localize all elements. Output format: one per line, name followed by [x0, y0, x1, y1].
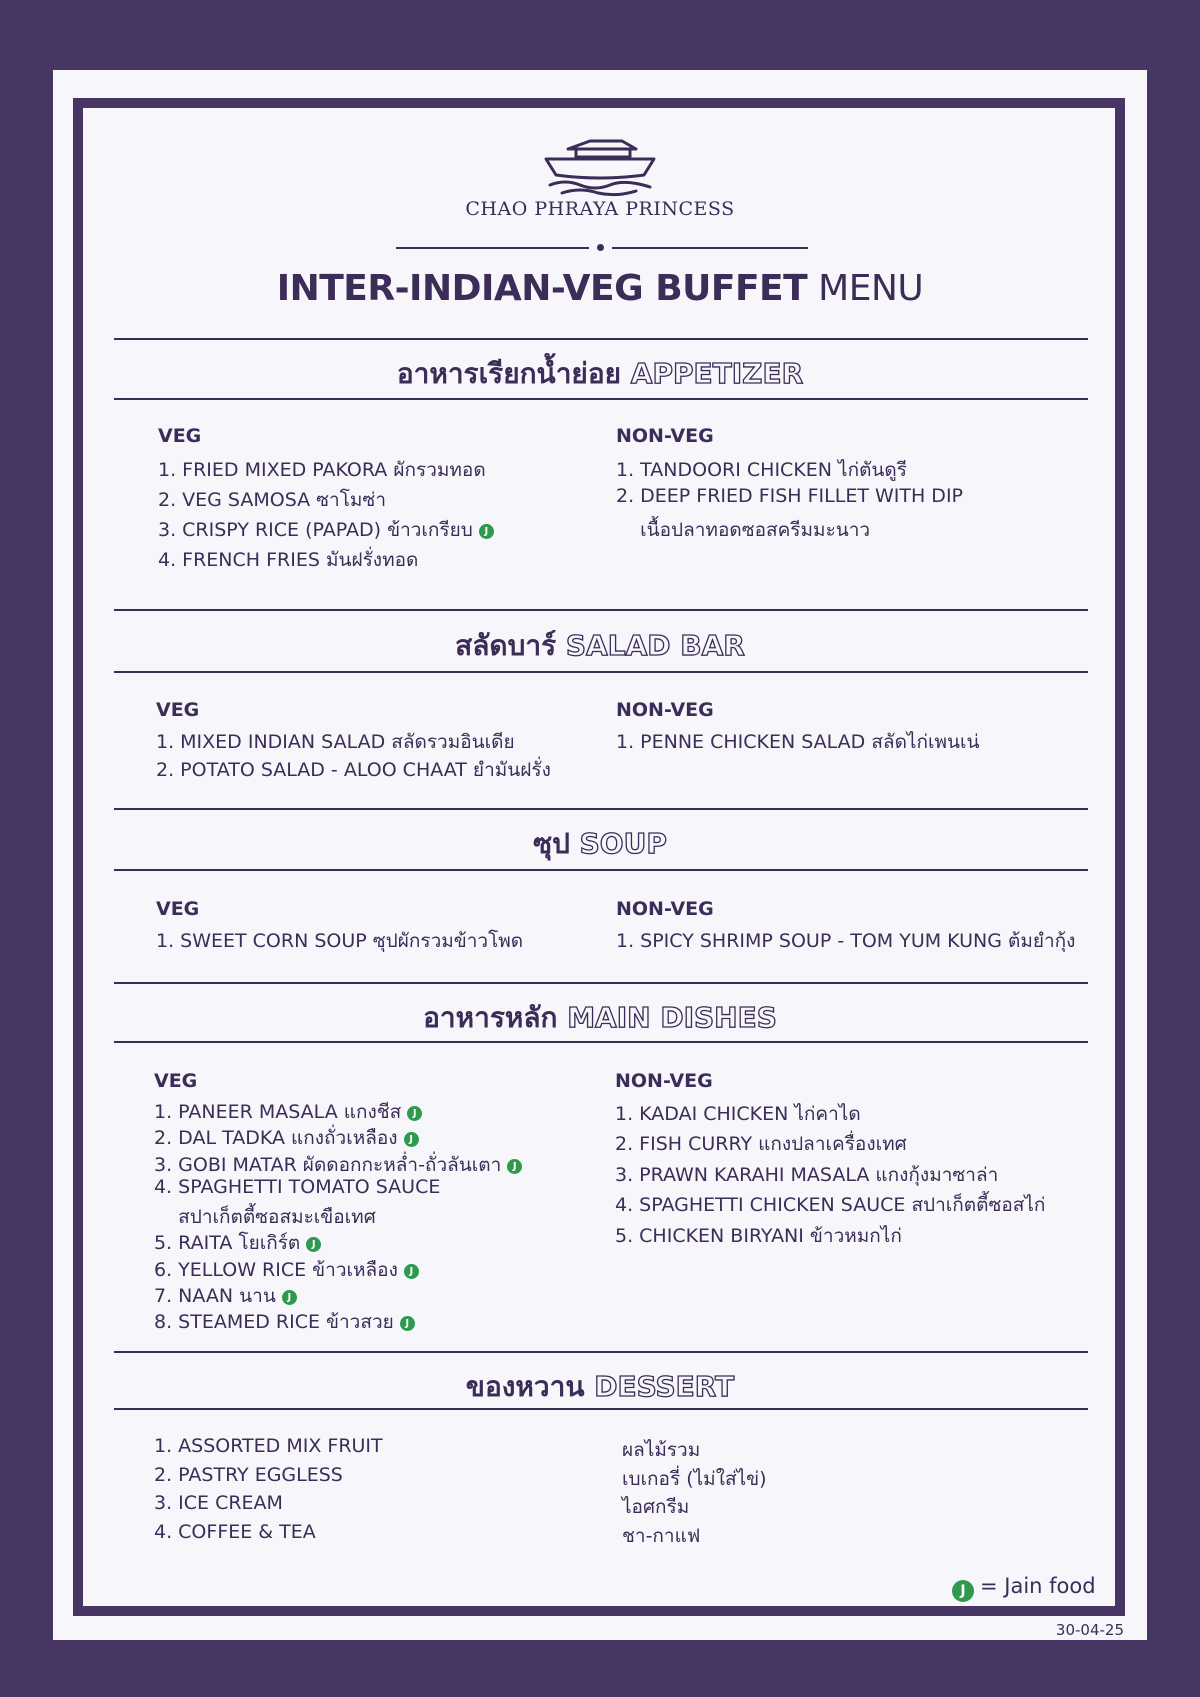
menu-date: 30-04-25	[1055, 1621, 1124, 1639]
divider	[114, 1351, 1088, 1353]
menu-item-text: 2. FISH CURRY แกงปลาเครื่องเทศ	[615, 1133, 907, 1156]
divider	[114, 869, 1088, 871]
menu-item	[154, 1307, 522, 1333]
menu-item-text: 4. COFFEE & TEA	[154, 1520, 316, 1543]
menu-item-text: 4. SPAGHETTI TOMATO SAUCE	[154, 1175, 441, 1198]
menu-item	[154, 1176, 522, 1202]
veg-heading: VEG	[156, 699, 200, 721]
menu-item-text: 1. SPICY SHRIMP SOUP - TOM YUM KUNG ต้มยำกุ้ง	[616, 930, 1076, 952]
divider	[114, 982, 1088, 984]
jain-badge-icon: J	[507, 1159, 522, 1174]
menu-item-text: 3. PRAWN KARAHI MASALA แกงกุ้งมาซาล่า	[615, 1163, 999, 1186]
menu-item-text: 5. CHICKEN BIRYANI ข้าวหมกไก่	[615, 1224, 902, 1247]
dessert-thai-column	[622, 1435, 767, 1549]
divider	[114, 808, 1088, 810]
menu-item-text: 2. POTATO SALAD - ALOO CHAAT ยำมันฝรั่ง	[156, 759, 551, 781]
section-title-appetizer: อาหารเรียกน้ำย่อย APPETIZER	[396, 357, 804, 390]
veg-heading: VEG	[158, 425, 202, 447]
menu-item	[154, 1097, 522, 1123]
menu-item	[154, 1228, 522, 1254]
brand-rule-dot	[597, 244, 604, 251]
menu-item-text: 3. ICE CREAM	[154, 1492, 283, 1514]
menu-item-text: 1. MIXED INDIAN SALAD สลัดรวมอินเดีย	[156, 731, 515, 753]
nonveg-heading: NON-VEG	[616, 425, 714, 447]
menu-item-text: 2. DAL TADKA แกงถั่วเหลือง	[154, 1127, 398, 1150]
appetizer-nonveg-column	[616, 425, 963, 545]
title-bold: INTER-INDIAN-VEG BUFFET	[276, 268, 808, 309]
menu-item	[616, 515, 963, 545]
jain-badge-icon: J	[404, 1264, 419, 1279]
menu-item-text: 1. TANDOORI CHICKEN ไก่ตันดูรี	[616, 459, 907, 481]
section-title-dessert: ของหวาน DESSERT	[465, 1370, 735, 1403]
menu-item	[622, 1492, 767, 1521]
menu-item	[615, 1160, 1045, 1190]
nonveg-heading: NON-VEG	[616, 898, 714, 920]
menu-item-text: 1. KADAI CHICKEN ไก่คาได	[615, 1103, 861, 1125]
menu-item	[154, 1435, 383, 1464]
menu-item-text: 5. RAITA โยเกิร์ต	[154, 1232, 301, 1255]
menu-item	[616, 926, 1075, 954]
menu-item-text: 1. PENNE CHICKEN SALAD สลัดไก่เพนเน่	[616, 731, 980, 753]
menu-item	[615, 1221, 1045, 1251]
main-nonveg-column	[615, 1070, 1045, 1251]
menu-item-text: 3. CRISPY RICE (PAPAD) ข้าวเกรียบ	[158, 519, 473, 541]
menu-item-text: 4. SPAGHETTI CHICKEN SAUCE สปาเก็ตตี้ซอสไก่	[615, 1194, 1046, 1217]
section-title-main: อาหารหลัก MAIN DISHES	[423, 1001, 777, 1034]
divider	[114, 398, 1088, 400]
jain-badge-icon: J	[479, 524, 494, 539]
menu-item	[622, 1521, 767, 1550]
menu-item	[615, 1190, 1045, 1220]
menu-item	[622, 1435, 767, 1464]
nonveg-heading: NON-VEG	[615, 1070, 713, 1092]
menu-item	[154, 1281, 522, 1307]
menu-item	[158, 515, 494, 545]
brand-rule-right	[612, 247, 808, 249]
salad-veg-column	[156, 699, 551, 783]
section-title-soup: ซุป SOUP	[533, 827, 667, 860]
jain-badge-icon: J	[400, 1316, 415, 1331]
menu-item-text: สปาเก็ตตี้ซอสมะเขือเทศ	[154, 1206, 376, 1229]
menu-item-text: ไอศกรีม	[622, 1496, 690, 1518]
menu-item-text: 1. PANEER MASALA แกงชีส	[154, 1101, 402, 1123]
menu-item	[154, 1150, 522, 1176]
jain-badge-icon: J	[952, 1580, 974, 1602]
soup-nonveg-column	[616, 898, 1075, 954]
menu-item-text: 8. STEAMED RICE ข้าวสวย	[154, 1311, 394, 1334]
main-veg-column	[154, 1070, 522, 1334]
jain-badge-icon: J	[407, 1106, 422, 1121]
menu-item-text: เนื้อปลาทอดซอสครีมมะนาว	[616, 519, 871, 541]
jain-badge-icon: J	[404, 1132, 419, 1147]
brand-rule-left	[396, 247, 589, 249]
jain-badge-icon: J	[282, 1290, 297, 1305]
menu-item	[616, 455, 963, 485]
menu-item-text: ชา-กาแฟ	[622, 1524, 701, 1547]
veg-heading: VEG	[156, 898, 200, 920]
menu-item	[158, 455, 494, 485]
menu-item-text: 2. DEEP FRIED FISH FILLET WITH DIP	[616, 485, 964, 507]
menu-item	[154, 1464, 383, 1493]
boat-logo-icon	[540, 135, 660, 197]
divider	[114, 609, 1088, 611]
menu-item-text: 1. FRIED MIXED PAKORA ผักรวมทอด	[158, 459, 486, 481]
menu-item	[615, 1099, 1045, 1129]
title-light: MENU	[818, 268, 924, 309]
menu-item	[154, 1123, 522, 1149]
divider	[114, 671, 1088, 673]
section-title-salad: สลัดบาร์ SALAD BAR	[455, 629, 745, 662]
menu-item	[154, 1521, 383, 1550]
menu-item-text: 4. FRENCH FRIES มันฝรั่งทอด	[158, 549, 419, 571]
menu-item	[615, 1129, 1045, 1159]
menu-item	[616, 485, 963, 515]
menu-item-text: 7. NAAN นาน	[154, 1285, 276, 1308]
menu-item	[158, 485, 494, 515]
legend-text: = Jain food	[980, 1574, 1096, 1598]
menu-item	[156, 727, 551, 755]
menu-item-text: ผลไม้รวม	[622, 1439, 701, 1461]
menu-item	[154, 1202, 522, 1228]
divider	[114, 338, 1088, 340]
salad-nonveg-column	[616, 699, 979, 755]
dessert-english-column	[154, 1435, 383, 1549]
menu-item-text: เบเกอรี่ (ไม่ใส่ไข่)	[622, 1467, 767, 1490]
menu-item	[616, 727, 979, 755]
nonveg-heading: NON-VEG	[616, 699, 714, 721]
jain-badge-icon: J	[306, 1237, 321, 1252]
menu-item-text: 3. GOBI MATAR ผัดดอกกะหล่ำ-ถั่วลันเตา	[154, 1153, 502, 1176]
menu-item-text: 6. YELLOW RICE ข้าวเหลือง	[154, 1258, 398, 1281]
menu-item	[154, 1492, 383, 1521]
divider	[114, 1408, 1088, 1410]
page-title	[200, 268, 1000, 309]
menu-item	[154, 1255, 522, 1281]
menu-item-text: 1. ASSORTED MIX FRUIT	[154, 1435, 383, 1457]
appetizer-veg-column	[158, 425, 494, 575]
divider	[114, 1041, 1088, 1043]
menu-item	[158, 545, 494, 575]
menu-item	[622, 1464, 767, 1493]
veg-heading: VEG	[154, 1070, 198, 1092]
menu-item-text: 1. SWEET CORN SOUP ซุปผักรวมข้าวโพด	[156, 930, 524, 952]
jain-legend	[952, 1574, 1096, 1602]
menu-item-text: 2. PASTRY EGGLESS	[154, 1463, 343, 1486]
soup-veg-column	[156, 898, 523, 954]
menu-item	[156, 926, 523, 954]
brand-name: CHAO PHRAYA PRINCESS	[465, 198, 735, 220]
menu-item	[156, 755, 551, 783]
menu-item-text: 2. VEG SAMOSA ซาโมซ่า	[158, 489, 386, 511]
